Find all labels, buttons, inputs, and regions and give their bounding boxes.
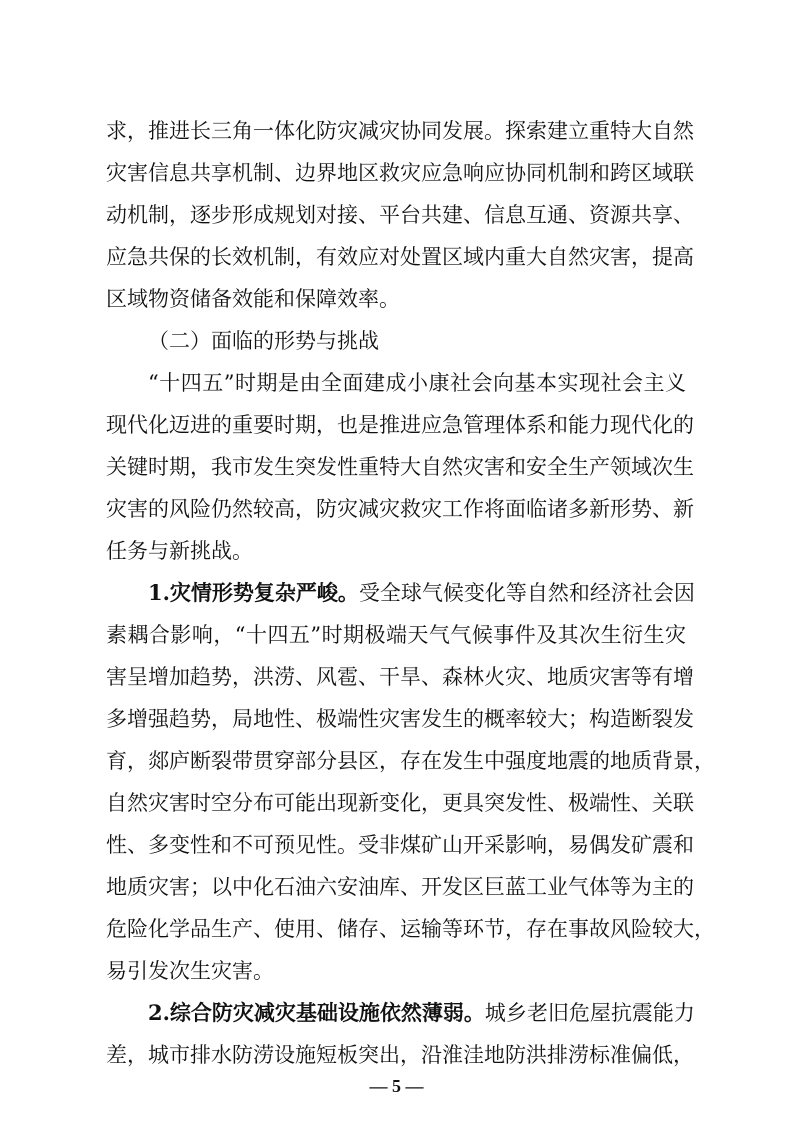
item-1-title: 1.灾情形势复杂严峻。 — [148, 580, 359, 605]
section-heading: （二）面临的形势与挑战 — [148, 329, 379, 353]
text-line: 危险化学品生产、使用、储存、运输等环节，存在事故风险较大， — [106, 917, 715, 941]
text-line: 动机制，逐步形成规划对接、平台共建、信息互通、资源共享、 — [106, 203, 694, 227]
text-line: “十四五”时期是由全面建成小康社会向基本实现社会主义 — [148, 371, 686, 395]
text-line: 关键时期，我市发生突发性重特大自然灾害和安全生产领域次生 — [106, 455, 694, 479]
text-line: 应急共保的长效机制，有效应对处置区域内重大自然灾害，提高 — [106, 245, 694, 269]
item-2-text: 城乡老旧危屋抗震能力 — [484, 1001, 695, 1025]
page-number: — 5 — — [369, 1076, 424, 1096]
text-line: 多增强趋势，局地性、极端性灾害发生的概率较大；构造断裂发 — [106, 707, 694, 731]
text-line: 育，郯庐断裂带贯穿部分县区，存在发生中强度地震的地质背景， — [106, 749, 715, 773]
text-line: 自然灾害时空分布可能出现新变化，更具突发性、极端性、关联 — [106, 791, 694, 815]
text-line: 灾害信息共享机制、边界地区救灾应急响应协同机制和跨区域联 — [106, 161, 694, 185]
item-1-text: 受全球气候变化等自然和经济社会因 — [358, 581, 695, 605]
text-line: 素耦合影响，“十四五”时期极端天气气候事件及其次生衍生灾 — [106, 623, 686, 647]
text-line: 性、多变性和不可预见性。受非煤矿山开采影响，易偶发矿震和 — [106, 833, 694, 857]
text-line: 区域物资储备效能和保障效率。 — [106, 287, 400, 311]
text-line: 任务与新挑战。 — [106, 539, 253, 563]
item-2-title: 2.综合防灾减灾基础设施依然薄弱。 — [148, 1000, 485, 1025]
text-line: 灾害的风险仍然较高，防灾减灾救灾工作将面临诸多新形势、新 — [106, 497, 694, 521]
text-line: 易引发次生灾害。 — [106, 959, 274, 983]
text-line: 现代化迈进的重要时期，也是推进应急管理体系和能力现代化的 — [106, 413, 694, 437]
text-line: 害呈增加趋势，洪涝、风雹、干旱、森林火灾、地质灾害等有增 — [106, 665, 694, 689]
item-1-first-line — [148, 578, 695, 608]
item-2-first-line — [148, 998, 695, 1028]
text-line: 地质灾害；以中化石油六安油库、开发区巨蓝工业气体等为主的 — [106, 875, 694, 899]
text-line: 差，城市排水防涝设施短板突出，沿淮洼地防洪排涝标准偏低， — [106, 1043, 694, 1067]
text-line: 求，推进长三角一体化防灾减灾协同发展。探索建立重特大自然 — [106, 119, 694, 143]
